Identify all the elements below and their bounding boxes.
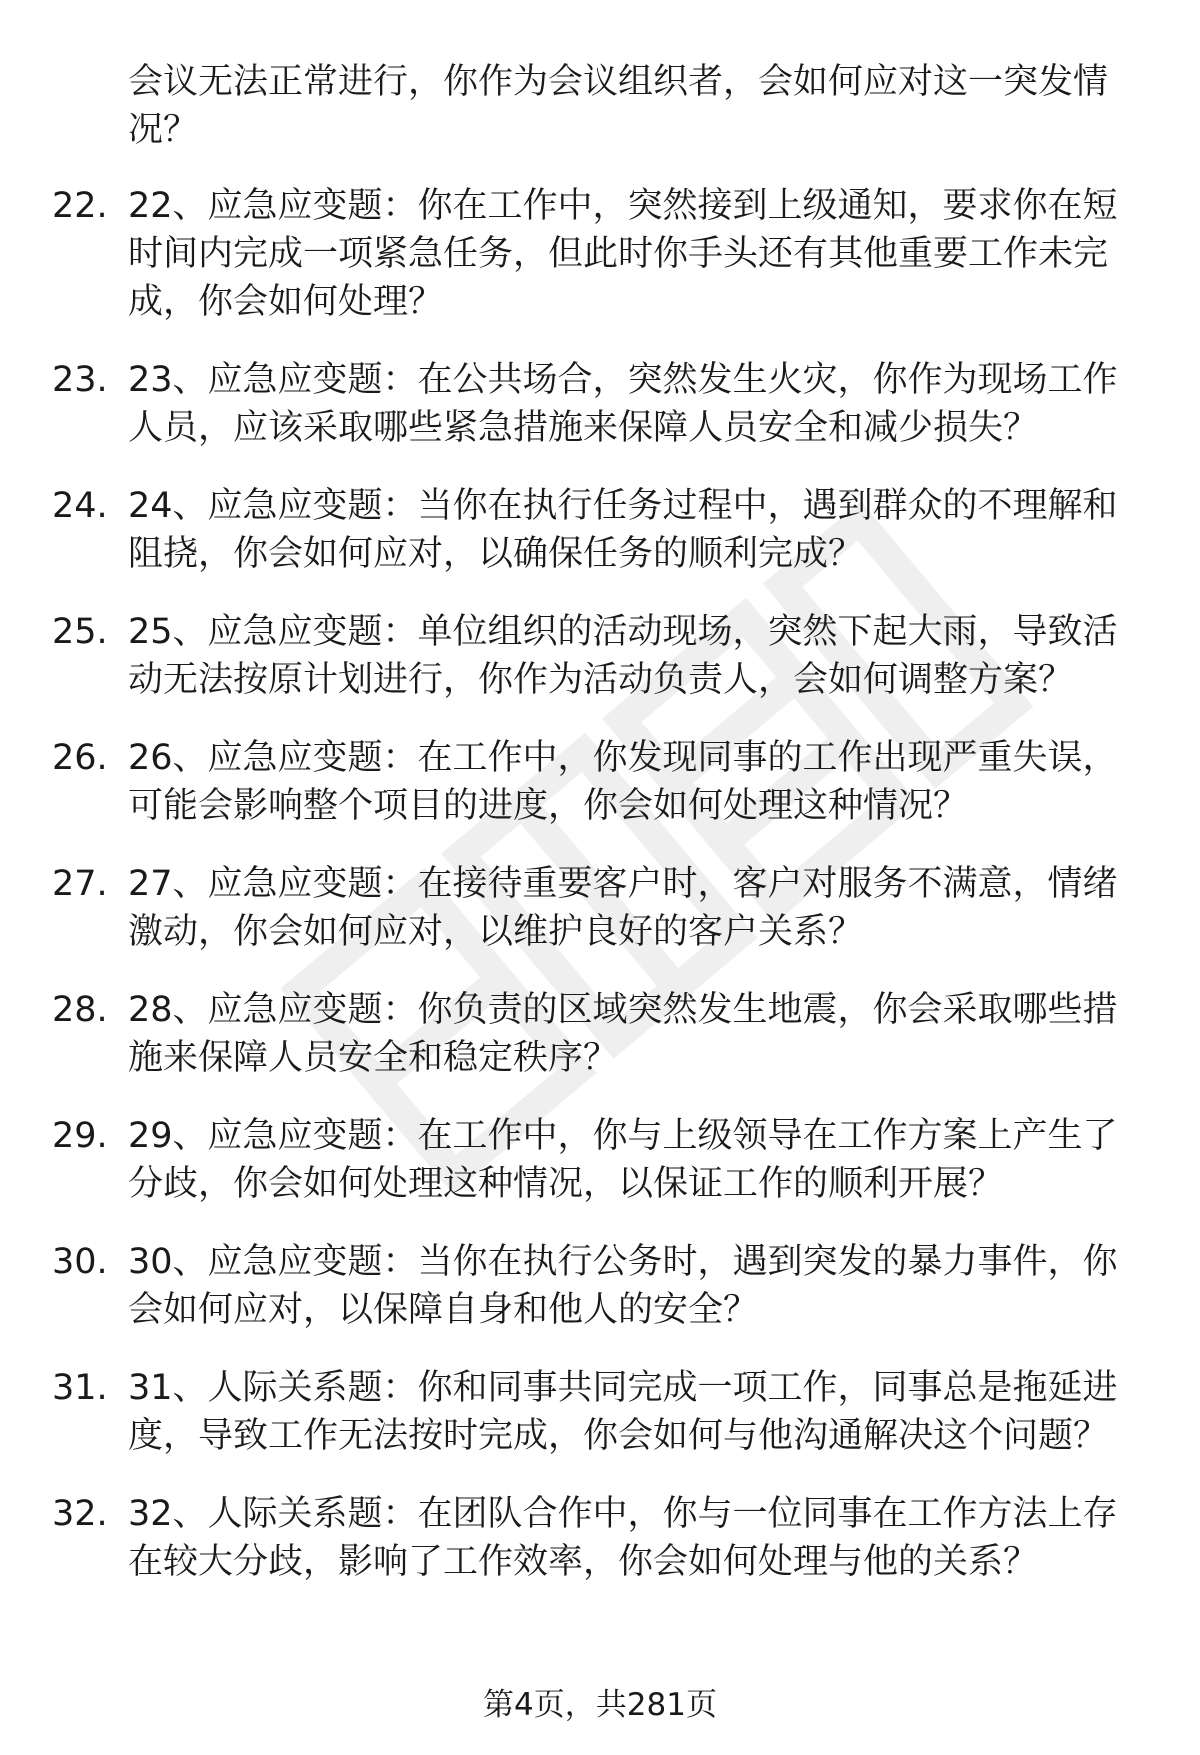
question-number: 26. (52, 738, 108, 778)
question-number: 24. (52, 486, 108, 526)
list-item (0, 356, 1148, 452)
question-number: 27. (52, 864, 108, 904)
question-text: 23、应急应变题：在公共场合，突然发生火灾，你作为现场工作人员，应该采取哪些紧急措施来保障人员安全和减少损失？ (128, 360, 1118, 448)
question-number: 29. (52, 1116, 108, 1156)
question-number: 22. (52, 186, 108, 226)
question-text: 29、应急应变题：在工作中，你与上级领导在工作方案上产生了分歧，你会如何处理这种情况，以保证工作的顺利开展？ (128, 1116, 1118, 1204)
list-item (0, 1364, 1148, 1460)
question-text: 31、人际关系题：你和同事共同完成一项工作，同事总是拖延进度，导致工作无法按时完成，你会如何与他沟通解决这个问题？ (128, 1368, 1118, 1456)
question-text: 32、人际关系题：在团队合作中，你与一位同事在工作方法上存在较大分歧，影响了工作效率，你会如何处理与他的关系？ (128, 1494, 1118, 1582)
question-number: 31. (52, 1368, 108, 1408)
question-text: 22、应急应变题：你在工作中，突然接到上级通知，要求你在短时间内完成一项紧急任务，但此时你手头还有其他重要工作未完成，你会如何处理？ (128, 186, 1118, 322)
question-number: 23. (52, 360, 108, 400)
list-item (0, 1490, 1148, 1586)
question-text: 30、应急应变题：当你在执行公务时，遇到突发的暴力事件，你会如何应对，以保障自身和他人的安全？ (128, 1242, 1118, 1330)
question-number: 30. (52, 1242, 108, 1282)
question-text: 27、应急应变题：在接待重要客户时，客户对服务不满意，情绪激动，你会如何应对，以维护良好的客户关系？ (128, 864, 1118, 952)
list-item (0, 986, 1148, 1082)
list-item (0, 608, 1148, 704)
question-text: 28、应急应变题：你负责的区域突然发生地震，你会采取哪些措施来保障人员安全和稳定秩序？ (128, 990, 1118, 1078)
list-item (0, 860, 1148, 956)
question-text: 26、应急应变题：在工作中，你发现同事的工作出现严重失误，可能会影响整个项目的进度，你会如何处理这种情况？ (128, 738, 1118, 826)
question-text: 24、应急应变题：当你在执行任务过程中，遇到群众的不理解和阻挠，你会如何应对，以确保任务的顺利完成？ (128, 486, 1118, 574)
continuation-text: 会议无法正常进行，你作为会议组织者，会如何应对这一突发情况？ (128, 62, 1109, 150)
list-item (0, 482, 1148, 578)
list-item (0, 1112, 1148, 1208)
question-text: 25、应急应变题：单位组织的活动现场，突然下起大雨，导致活动无法按原计划进行，你作为活动负责人，会如何调整方案？ (128, 612, 1118, 700)
list-item (0, 734, 1148, 830)
question-number: 25. (52, 612, 108, 652)
page-footer: 第4页，共281页 (483, 1687, 717, 1723)
list-item (0, 182, 1148, 326)
question-list (0, 182, 1200, 1616)
question-number: 28. (52, 990, 108, 1030)
question-number: 32. (52, 1494, 108, 1534)
list-item (0, 1238, 1148, 1334)
